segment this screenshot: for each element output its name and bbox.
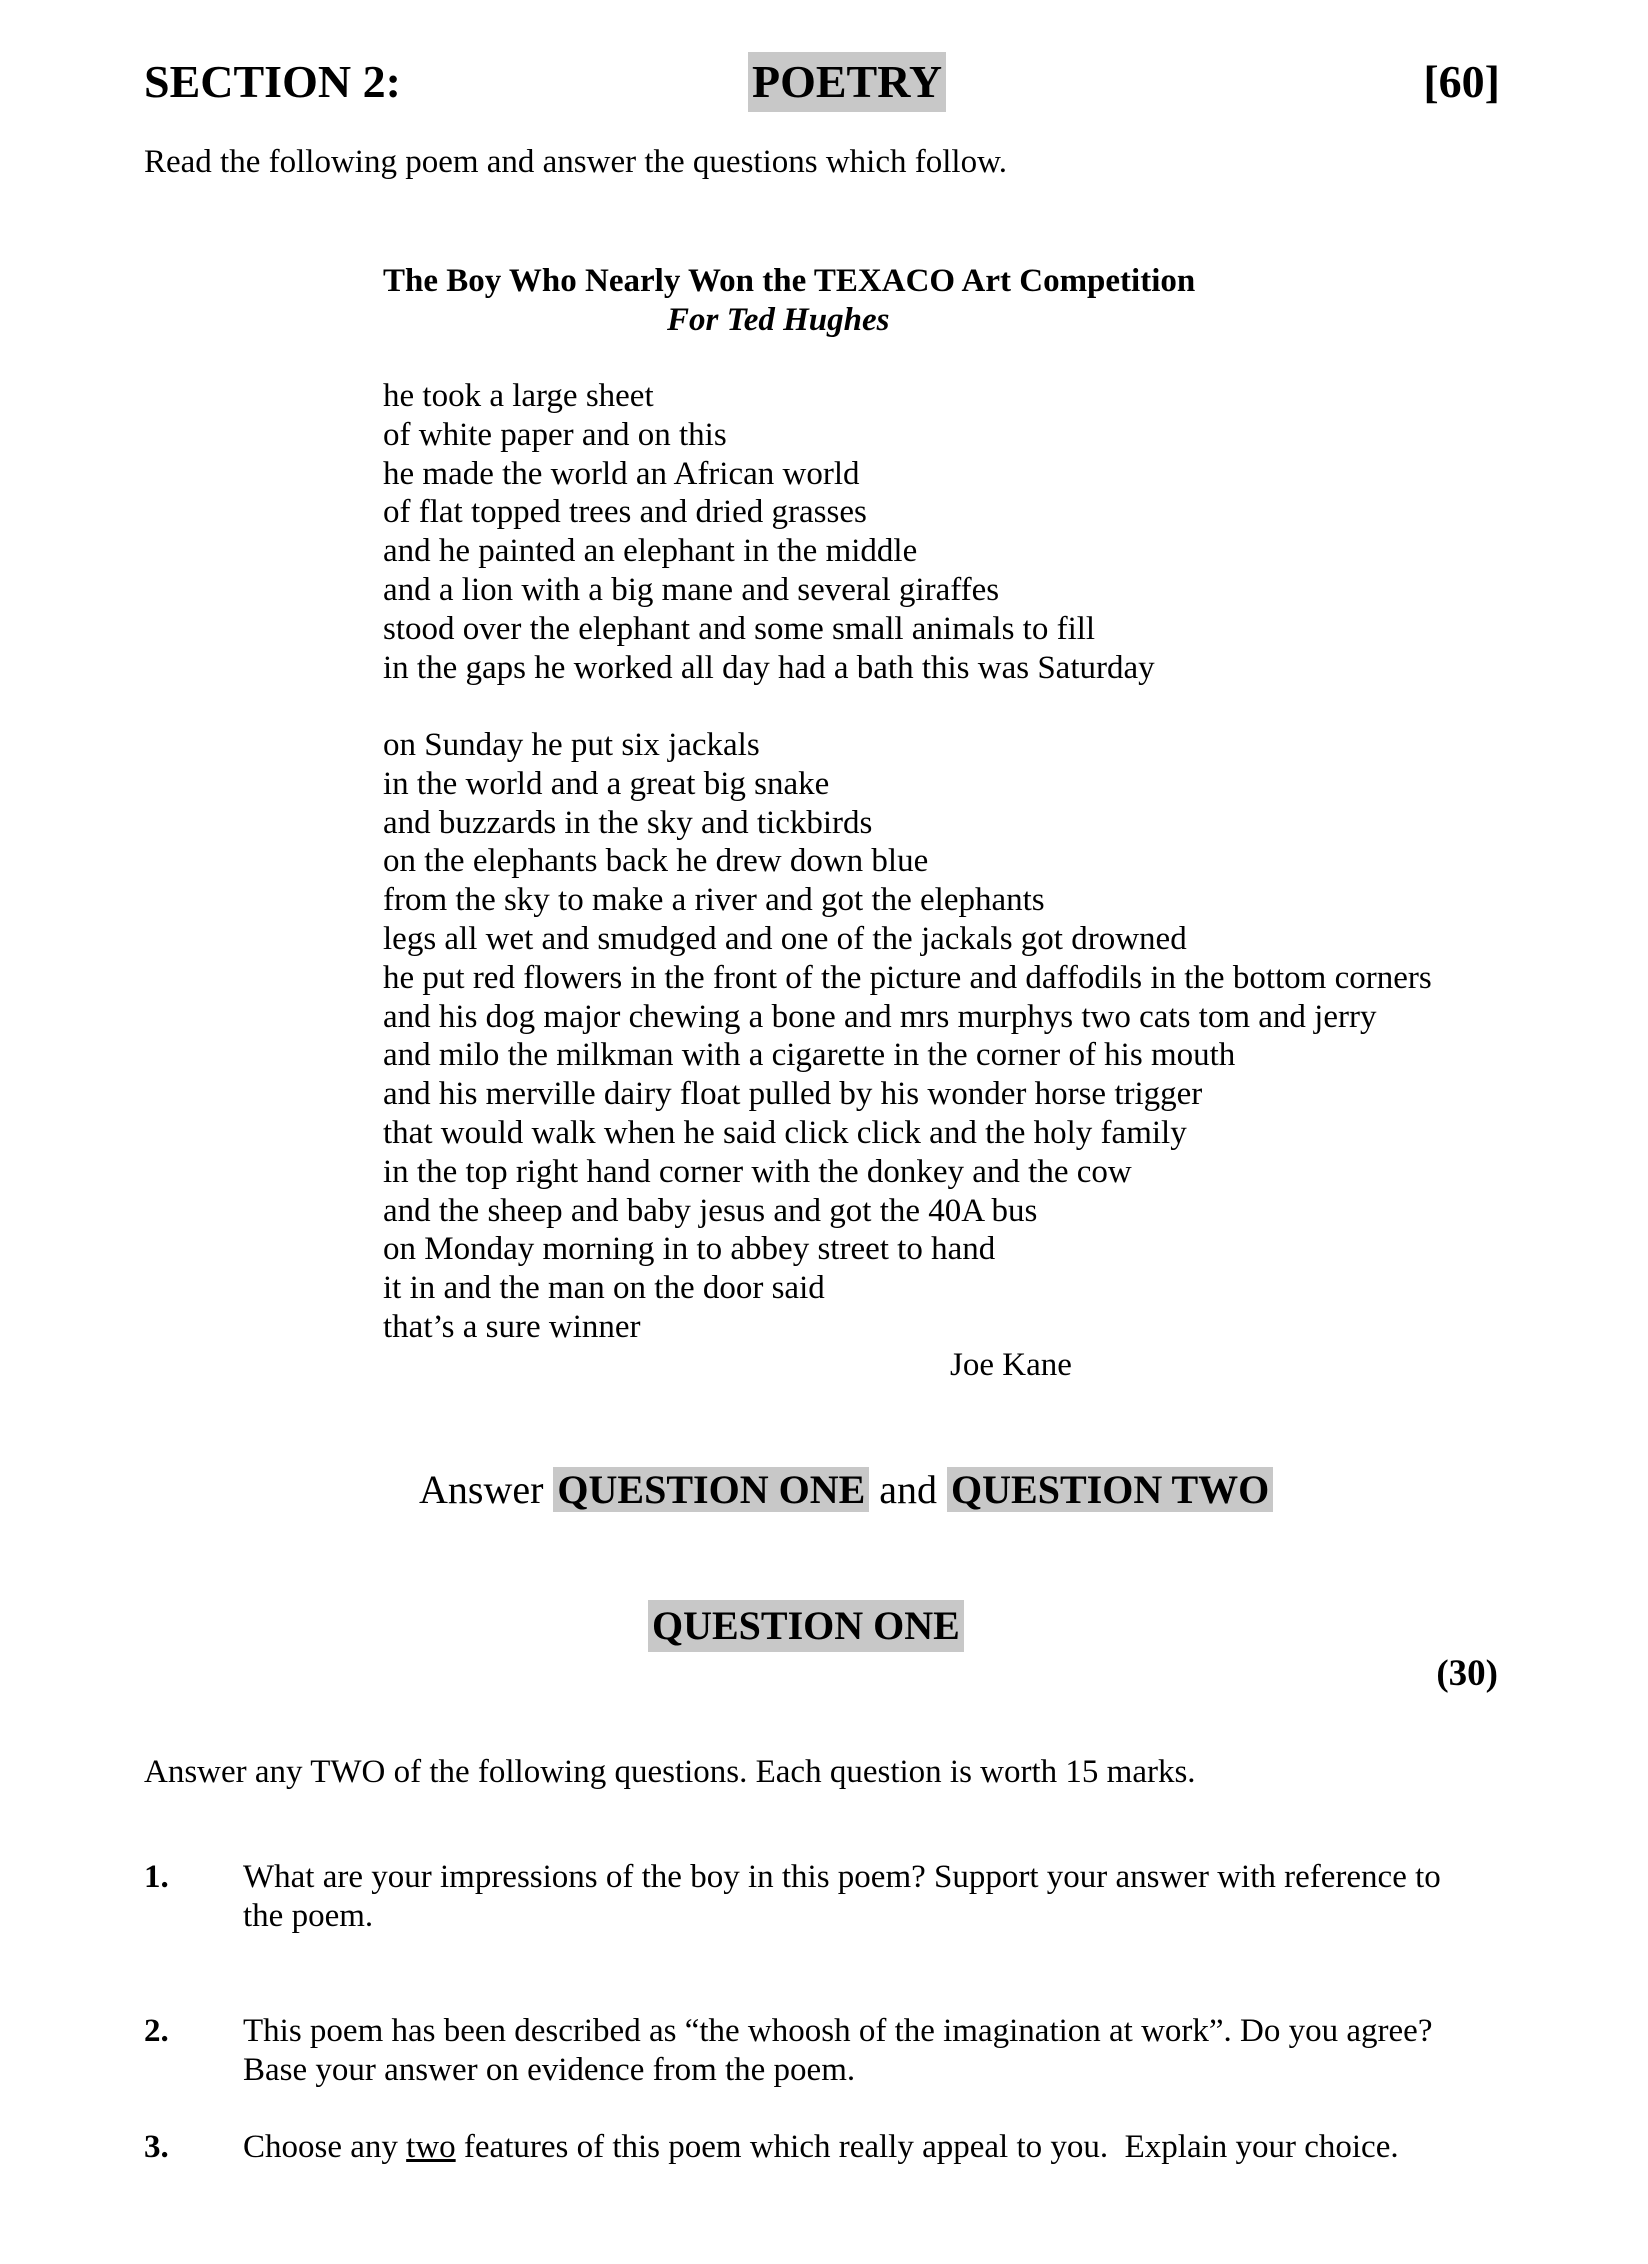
poem-line: and his merville dairy float pulled by his wonder horse trigger	[383, 1076, 1203, 1113]
question-line: What are your impressions of the boy in this poem? Support your answer with reference to	[243, 1859, 1441, 1895]
poem-line: and milo the milkman with a cigarette in the corner of his mouth	[383, 1037, 1236, 1074]
poem-line: it in and the man on the door said	[383, 1270, 825, 1307]
question-line: This poem has been described as “the whoosh of the imagination at work”. Do you agree?	[243, 2013, 1433, 2049]
poem-line: that would walk when he said click click and the holy family	[383, 1114, 1187, 1151]
question-text	[243, 2128, 1643, 2167]
question-text	[243, 1858, 1643, 1936]
poem-stanza-2	[383, 726, 1432, 1347]
poem-line: and his dog major chewing a bone and mrs murphys two cats tom and jerry	[383, 998, 1377, 1035]
question-one-instructions: Answer any TWO of the following questions. Each question is worth 15 marks.	[144, 1754, 1196, 1790]
poem-line: on Sunday he put six jackals	[383, 727, 760, 763]
question-one-marks: (30)	[1436, 1653, 1498, 1694]
poem-line: in the world and a great big snake	[383, 765, 830, 802]
poem-dedication: For Ted Hughes	[667, 302, 890, 338]
poem-line: he took a large sheet	[383, 378, 654, 414]
poem-line: and buzzards in the sky and tickbirds	[383, 804, 873, 841]
poem-line: of white paper and on this	[383, 416, 727, 453]
poem-line: he made the world an African world	[383, 455, 860, 492]
poem-title: The Boy Who Nearly Won the TEXACO Art Competition	[383, 263, 1196, 299]
poem-line: and he painted an elephant in the middle	[383, 533, 918, 570]
question-text-before: Choose any	[243, 2129, 407, 2165]
poem-line: and the sheep and baby jesus and got the 40A bus	[383, 1192, 1038, 1229]
poem-line: and a lion with a big mane and several giraffes	[383, 571, 1000, 608]
poem-line: in the top right hand corner with the donkey and the cow	[383, 1153, 1132, 1190]
section-label: SECTION 2:	[144, 56, 401, 107]
answer-and: and	[879, 1467, 938, 1512]
section-title: POETRY	[748, 52, 946, 112]
question-underlined-word: two	[406, 2129, 456, 2165]
poet-name: Joe Kane	[950, 1347, 1072, 1383]
answer-prefix: Answer	[419, 1467, 544, 1512]
question-text	[243, 2012, 1643, 2090]
section-marks: [60]	[1423, 56, 1500, 107]
poem-line: that’s a sure winner	[383, 1308, 641, 1345]
poem-line: he put red flowers in the front of the picture and daffodils in the bottom corners	[383, 959, 1432, 996]
question-text-after: features of this poem which really appeal to you. Explain your choice.	[455, 2129, 1399, 2165]
answer-instruction	[419, 1464, 1273, 1516]
poem-line: from the sky to make a river and got the elephants	[383, 882, 1045, 919]
poem-stanza-1	[383, 377, 1155, 687]
question-number: 1.	[144, 1859, 169, 1895]
answer-q1-highlight: QUESTION ONE	[553, 1467, 869, 1512]
question-line	[243, 2128, 1643, 2167]
poem-line: legs all wet and smudged and one of the jackals got drowned	[383, 920, 1187, 957]
poem-line: stood over the elephant and some small animals to fill	[383, 610, 1096, 647]
poem-line: on the elephants back he drew down blue	[383, 843, 929, 880]
poem-line: of flat topped trees and dried grasses	[383, 494, 867, 531]
question-line: the poem.	[243, 1897, 374, 1934]
question-number: 2.	[144, 2013, 169, 2049]
question-one-heading: QUESTION ONE	[648, 1600, 964, 1652]
answer-q2-highlight: QUESTION TWO	[947, 1467, 1273, 1512]
reading-instruction: Read the following poem and answer the questions which follow.	[144, 144, 1008, 180]
question-line: Base your answer on evidence from the poem.	[243, 2051, 856, 2088]
question-number: 3.	[144, 2129, 169, 2165]
poem-line: in the gaps he worked all day had a bath this was Saturday	[383, 649, 1155, 686]
poem-line: on Monday morning in to abbey street to hand	[383, 1231, 996, 1268]
